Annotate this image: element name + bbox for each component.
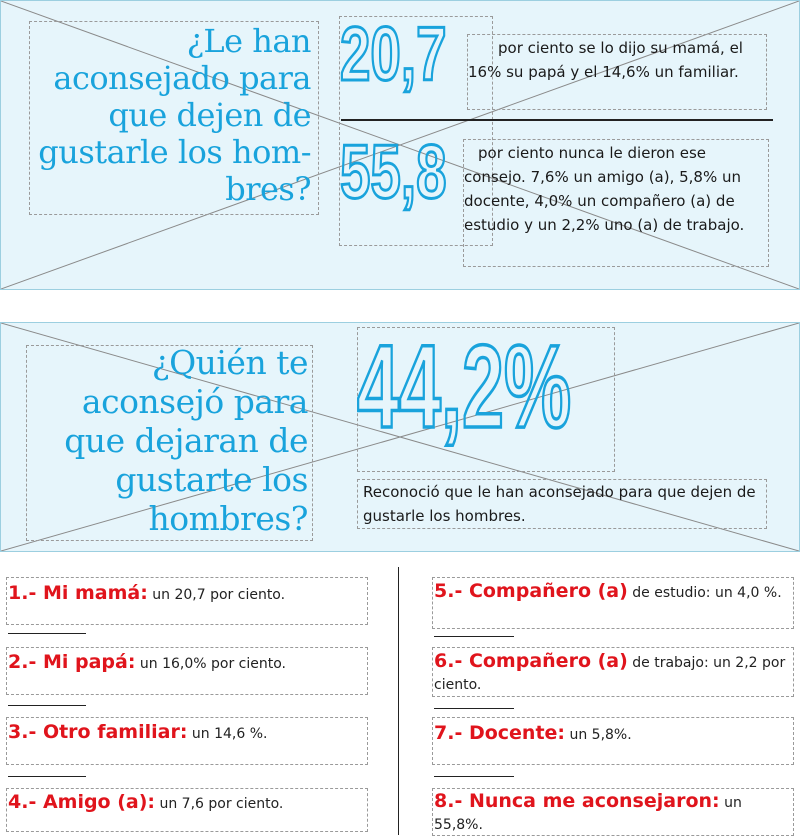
info-panel-who-advised: [0, 322, 800, 552]
list-item: [8, 791, 364, 815]
list-item: [434, 650, 794, 696]
info-panel-advice: [0, 0, 800, 290]
list-item: [434, 722, 794, 746]
list-item-label: 4.- Amigo (a):: [8, 791, 156, 813]
list-item: [8, 651, 364, 675]
list-item-text: un 14,6 %.: [191, 726, 268, 742]
list-item-label: 3.- Otro familiar:: [8, 721, 188, 743]
item-separator: [434, 776, 514, 777]
list-item-text: un 16,0% por ciento.: [139, 656, 286, 672]
item-separator: [434, 636, 514, 637]
item-separator: [434, 708, 514, 709]
list-item-text: un 55,8%.: [434, 795, 742, 833]
item-separator: [8, 705, 86, 706]
stat-value-advised: 44,2%: [357, 322, 572, 453]
list-item-text: un 5,8%.: [569, 727, 632, 743]
list-item: [8, 721, 364, 745]
list-item-text: de estudio: un 4,0 %.: [632, 585, 782, 601]
list-item-label: 1.- Mi mamá:: [8, 582, 148, 604]
question-text: ¿Le han aconsejado para que dejen de gustarle los hom-bres?: [38, 22, 311, 208]
stat-text-mother: por ciento se lo dijo su mamá, el 16% su papá y el 14,6% un familiar.: [468, 39, 743, 81]
item-separator: [8, 633, 86, 634]
list-item-label: 2.- Mi papá:: [8, 651, 136, 673]
list-item-label: 5.- Compañero (a): [434, 580, 628, 602]
list-item-label: 6.- Compañero (a): [434, 650, 628, 672]
list-item-label: 8.- Nunca me aconsejaron:: [434, 790, 720, 812]
list-item-text: un 20,7 por ciento.: [152, 587, 286, 603]
divider-rule: [341, 119, 773, 121]
list-item: [8, 582, 364, 606]
list-item-label: 7.- Docente:: [434, 722, 566, 744]
stat-text-advised: Reconoció que le han aconsejado para que dejen de gustarle los hombres.: [363, 483, 756, 525]
list-item: [434, 580, 794, 604]
stat-value-mother: 20,7: [340, 12, 447, 97]
question-text: ¿Quién te aconsejó para que dejaran de gustarte los hombres?: [64, 343, 308, 538]
column-divider: [398, 567, 399, 835]
stat-value-never: 55,8: [340, 130, 447, 215]
item-separator: [8, 776, 86, 777]
stat-text-never: por ciento nunca le dieron ese consejo. 7,6% un amigo (a), 5,8% un docente, 4,0% un compañero (a) de estudio y un 2,2% uno (a) de trabajo.: [464, 144, 745, 234]
list-item-text: de trabajo: un 2,2 por ciento.: [434, 655, 786, 693]
list-item-text: un 7,6 por ciento.: [159, 796, 284, 812]
list-item: [434, 790, 794, 836]
